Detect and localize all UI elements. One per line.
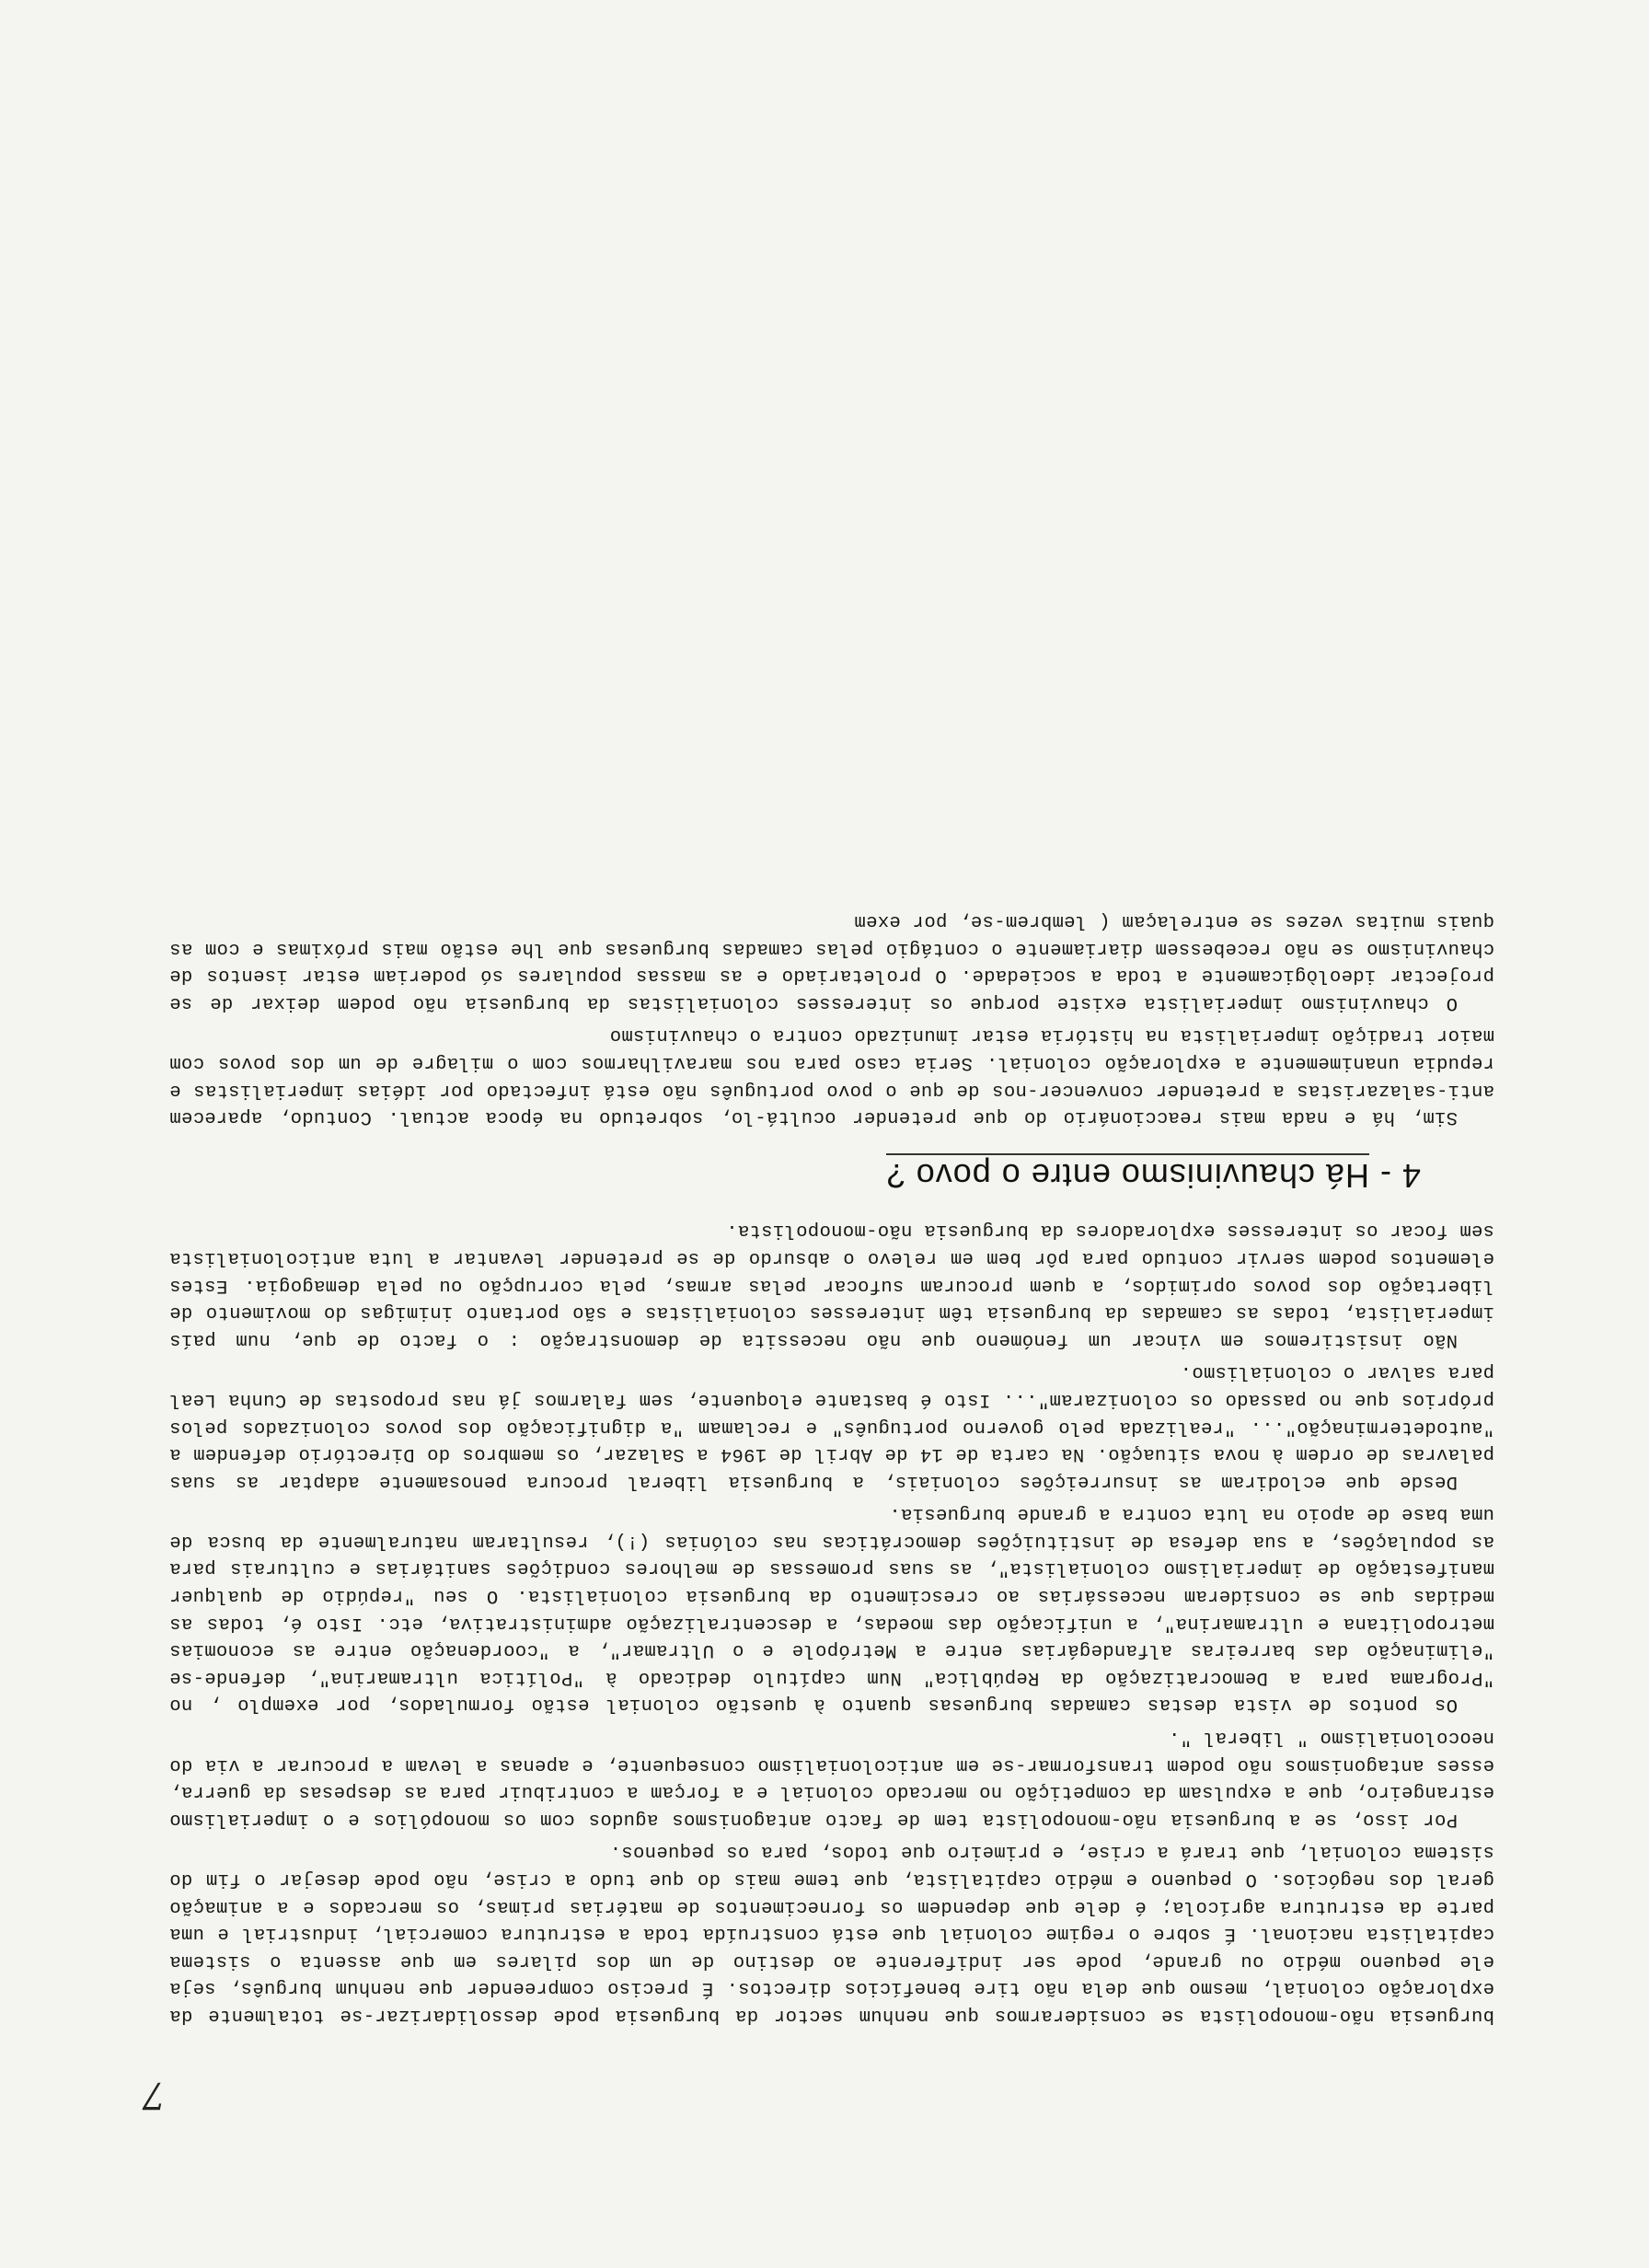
paragraph-5: Não insistiremos em vincar um fenómeno que não necessita de demonstração : o facto de que, num país imperialista, todas as camadas da burguesia têm interesses colonialistas e são portanto inimigas do movimento de libertação dos povos oprimidos, a quem procuram sufocar pelas armas, pela corrupção ou pela demagogia. Estes elementos podem servir contudo para pôr bem em relevo o absurdo de se pretender levantar a luta anticolonialista sem focar os interesses exploradores da burguesia não-monopolista. [169, 1220, 1494, 1350]
section-dash: - [1368, 1156, 1401, 1195]
paragraph-3: Os pontos de vista destas camadas burguesas quanto à questão colonial estão formulados, por exemplo , no "Programa para a Democratização da República" Num capítulo dedicado à "Política ultramarina", defende-se "eliminação das barreiras alfandegárias entre a Metrópole e o Ultramar", a "coordenação entre as economias metropolitana e ultramarina", a unificação das moedas, a descentralização administrativa, etc. Isto é, todas as medidas que se consideram necessárias ao crescimento da burguesia colonialista. O seu "repúdio de qualquer manifestação de imperialismo colonialista", as suas promessas de melhores condições sanitárias e culturais para as populações, a sua defesa de instituições democráticas nas colónias (!), resultaram naturalmente da busca de uma base de apoio na luta contra a grande burguesia. [169, 1503, 1494, 1716]
page-number: 7 [142, 2074, 166, 2116]
paragraph-4: Desde que eclodiram as insurreições coloniais, a burguesia liberal procura penosamente adaptar as suas palavras de ordem à nova situação. Na carta de 14 de Abril de 1964 a Salazar, os membros do Directório defendem a "autodeterminação"... "realizada pelo governo português" e reclamam "a dignificação dos povos colonizados pelos próprios que no passado os colonizaram"... Isto é bastante eloquente, sem falarmos já nas propostas de Cunha Leal para salvar o colonialismo. [169, 1361, 1494, 1492]
section-number: 4 [1401, 1156, 1421, 1195]
paragraph-2: Por isso, se a burguesia não-monopolista tem de facto antagonismos agudos com os monopólios e o imperialismo estrangeiro, que a expulsam da competição no mercado colonial e a forçam a contribuir para as despesas da guerra, esses antagonismos não podem transformar-se em anticolonialismo consequente, e apenas a levam a procurar a via do neocolonialismo " liberal ". [169, 1727, 1494, 1830]
paragraph-7: O chauvinismo imperialista existe porque os interesses colonialistas da burguesia não podem deixar de se projectar ideològicamente a toda a sociedade. O proletariado e as massas populares só poderiam estar isentos de chauvinismo se não recebessem diariamente o contágio pelas camadas burguesas que lhe estão mais próximas e com as quais muitas vezes se entrelaçam ( lembrem-se, por exem [169, 910, 1494, 1013]
paragraph-6: Sim, há e nada mais reaccionário do que pretender ocultá-lo, sobretudo na época actual. Contudo, aparecem anti-salazaristas a pretender convencer-nos de que o povo português não está infectado por idéias imperialistas e repudia unanimemente a exploração colonial. Seria caso para nos maravilharmos com o milagre de um dos povos com maior tradição imperialista na história estar imunizado contra o chauvinismo [169, 1024, 1494, 1128]
section-heading [169, 1156, 1494, 1195]
section-title: Há chauvinismo entre o povo ? [886, 1153, 1369, 1195]
document-body [169, 901, 1494, 2029]
paragraph-1: burguesia não-monopolista se considerarmos que nenhum sector da burguesia pode dessolidarizar-se totalmente da exploração colonial, mesmo que dela não tire benefícios directos. É preciso compreender que nenhum burguês, seja ele pequeno médio ou grande, pode ser indiferente ao destino de um dos pilares em que assenta o sistema capitalista nacional. É sobre o regime colonial que está construída toda a estrutura comercial, industrial e uma parte da estrutura agrícola; é dele que dependem os fornecimentos de matérias primas, os mercados e a animação geral dos negócios. O pequeno e médio capitalista, que teme mais do que tudo a crise, não pode desejar o fim do sistema colonial, que trará a crise, e primeiro que todos, para os pequenos. [169, 1841, 1494, 2026]
